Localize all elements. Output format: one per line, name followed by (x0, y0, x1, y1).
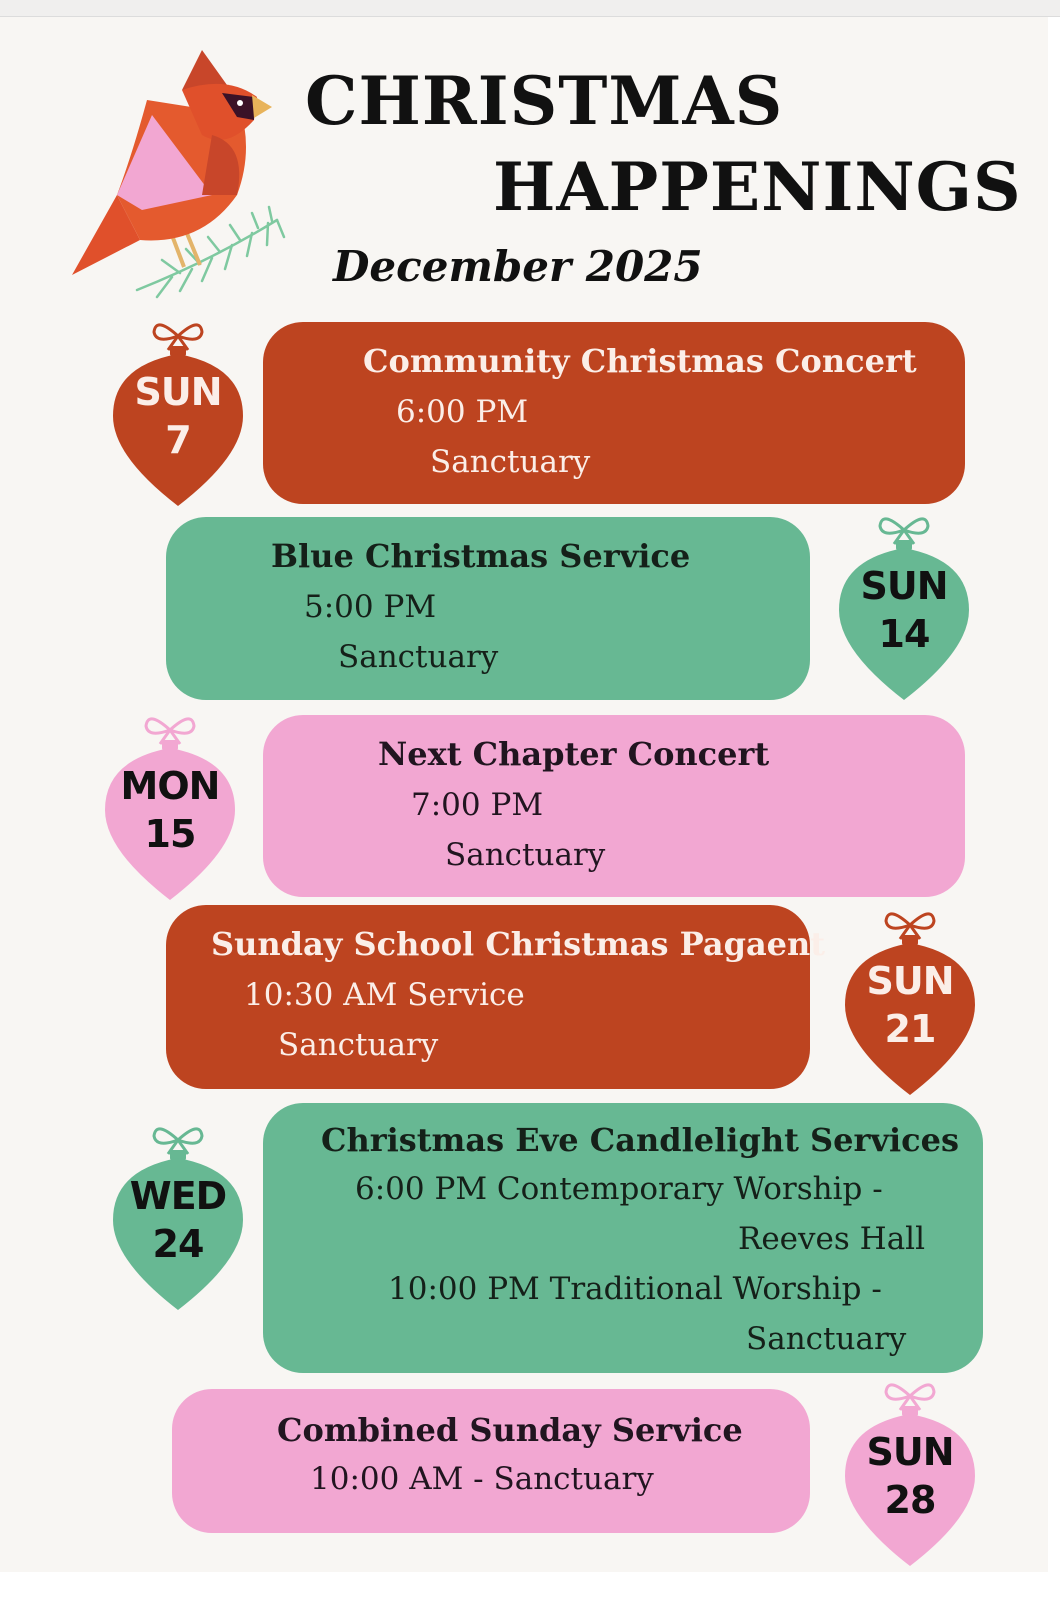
event-card-blue-christmas-service (166, 517, 810, 700)
ornament-day: SUN (866, 959, 954, 1003)
event-location: Sanctuary (445, 837, 606, 873)
event-location-sanctuary: Sanctuary (746, 1321, 907, 1357)
ornament-date: 14 (878, 612, 930, 656)
event-location: Sanctuary (278, 1027, 439, 1063)
ornament-day: SUN (134, 370, 222, 414)
event-card-christmas-eve-candlelight-services (263, 1103, 983, 1373)
page-title-line-2: HAPPENINGS (493, 148, 1022, 226)
bottom-strip (0, 1572, 1060, 1610)
event-card-community-christmas-concert (263, 322, 965, 504)
event-card-combined-sunday-service (172, 1389, 810, 1533)
date-ornament-wed-24 (108, 1110, 248, 1310)
date-ornament-sun-28 (840, 1366, 980, 1566)
ornament-day: WED (129, 1174, 227, 1218)
event-time-location: 10:00 AM - Sanctuary (310, 1461, 654, 1497)
ornament-date: 21 (884, 1007, 936, 1051)
event-location: Sanctuary (338, 639, 499, 675)
ornament-date: 15 (144, 812, 196, 856)
event-time-traditional: 10:00 PM Traditional Worship - (388, 1271, 882, 1307)
event-title: Next Chapter Concert (378, 735, 770, 773)
event-time-contemporary: 6:00 PM Contemporary Worship - (355, 1171, 883, 1207)
ornament-day: MON (120, 764, 220, 808)
ornament-day: SUN (860, 564, 948, 608)
date-ornament-sun-7 (108, 306, 248, 506)
event-title: Christmas Eve Candlelight Services (321, 1121, 959, 1159)
browser-top-strip (0, 0, 1060, 17)
ornament-day: SUN (866, 1430, 954, 1474)
event-title: Community Christmas Concert (363, 342, 917, 380)
ornament-date: 28 (884, 1478, 936, 1522)
event-card-next-chapter-concert (263, 715, 965, 897)
event-location-reeves-hall: Reeves Hall (738, 1221, 925, 1257)
date-ornament-sun-21 (840, 895, 980, 1095)
event-title: Combined Sunday Service (277, 1411, 743, 1449)
event-time: 6:00 PM (396, 394, 529, 430)
page-title-line-1: CHRISTMAS (305, 62, 784, 140)
page-subtitle: December 2025 (333, 242, 703, 291)
event-time: 7:00 PM (411, 787, 544, 823)
event-title: Sunday School Christmas Pagaent (211, 925, 826, 963)
date-ornament-sun-14 (834, 500, 974, 700)
event-time: 5:00 PM (304, 589, 437, 625)
event-time: 10:30 AM Service (244, 977, 525, 1013)
ornament-date: 24 (152, 1222, 204, 1266)
ornament-date: 7 (165, 418, 191, 462)
event-card-sunday-school-christmas-pagaent (166, 905, 826, 1089)
cardinal-icon (62, 45, 292, 305)
date-ornament-mon-15 (100, 700, 240, 900)
event-location: Sanctuary (430, 444, 591, 480)
event-title: Blue Christmas Service (271, 537, 691, 575)
